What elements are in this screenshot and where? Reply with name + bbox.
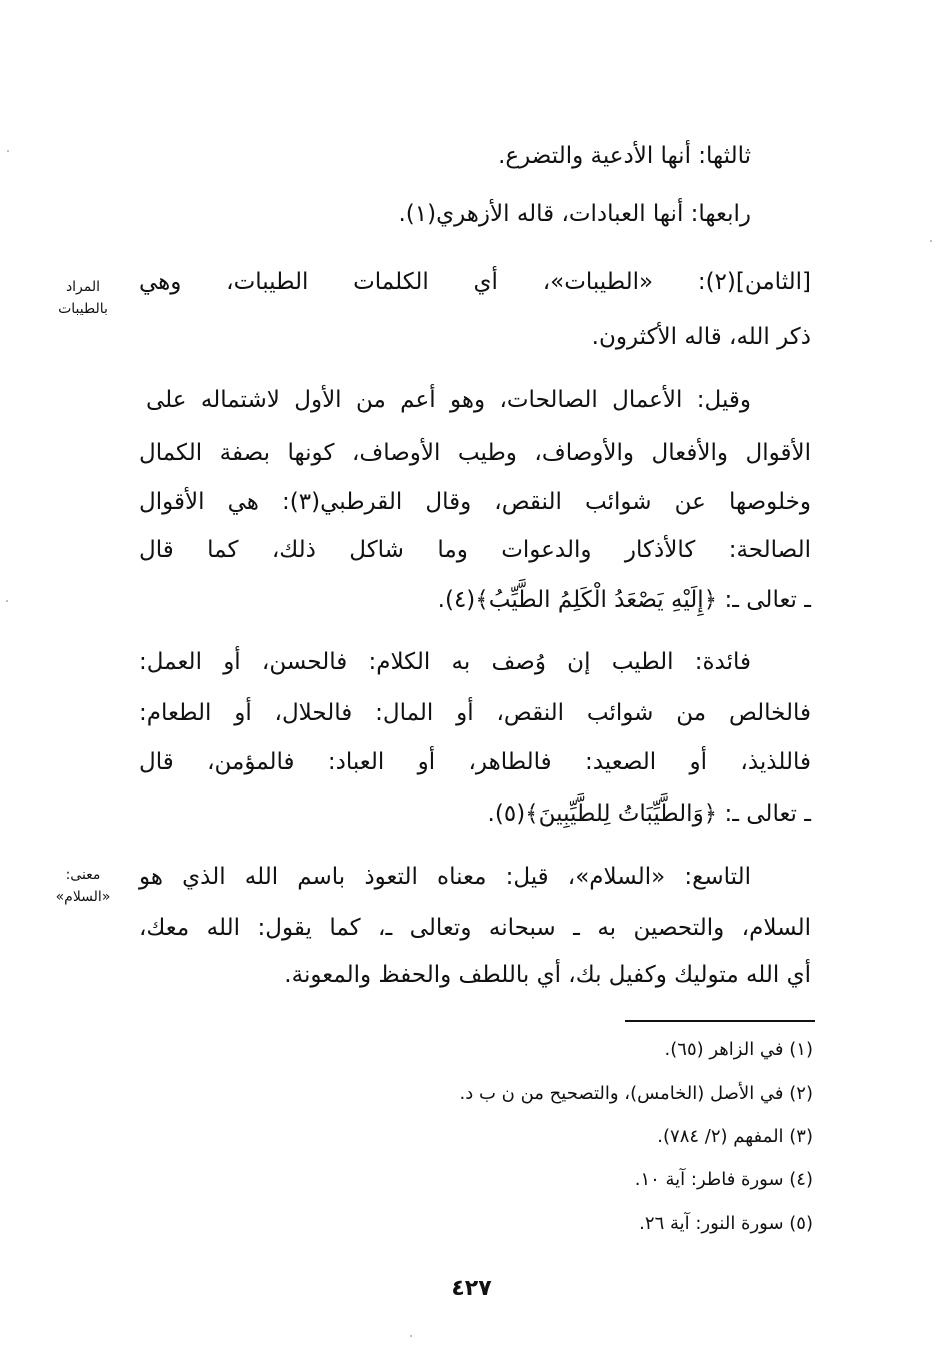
para-qil-line-2: الأقوال والأفعال والأوصاف، وطيب الأوصاف، كونها بصفة الكمال bbox=[139, 440, 811, 466]
para-faida-line-3: فاللذيذ، أو الصعيد: فالطاهر، أو العباد: فالمؤمن، قال bbox=[139, 749, 811, 775]
footnote-2: (٢) في الأصل (الخامس)، والتصحيح من ن ب د. bbox=[459, 1083, 813, 1104]
footnote-1: (١) في الزاهر (٦٥). bbox=[664, 1039, 813, 1060]
line-thalith: ثالثها: أنها الأدعية والتضرع. bbox=[498, 143, 751, 169]
para-qil-line-5: ـ تعالى ـ: ﴿إِلَيْهِ يَصْعَدُ الْكَلِمُ الطَّيِّبُ﴾(٤). bbox=[437, 587, 811, 613]
footnote-5: (٥) سورة النور: آية ٢٦. bbox=[639, 1213, 813, 1234]
para-qil-line-1: وقيل: الأعمال الصالحات، وهو أعم من الأول لاشتماله على bbox=[146, 387, 751, 413]
para-tasi-line-3: أي الله متوليك وكفيل بك، أي باللطف والحفظ والمعونة. bbox=[284, 962, 811, 988]
para-faida-line-2: فالخالص من شوائب النقص، أو المال: فالحلال، أو الطعام: bbox=[139, 700, 811, 726]
margin-note-line: المراد bbox=[65, 279, 101, 295]
para-faida-line-4: ـ تعالى ـ: ﴿وَالطَّيِّبَاتُ لِلطَّيِّبِينَ﴾(٥). bbox=[487, 801, 811, 827]
footnote-3: (٣) المفهم (٢/ ٧٨٤). bbox=[657, 1126, 813, 1147]
scan-speck bbox=[930, 240, 932, 242]
para-thamin-line-2: ذكر الله، قاله الأكثرون. bbox=[591, 324, 811, 350]
para-qil-line-4: الصالحة: كالأذكار والدعوات وما شاكل ذلك، كما قال bbox=[139, 537, 811, 563]
scan-speck bbox=[410, 1335, 412, 1337]
margin-note-line: بالطيبات bbox=[58, 301, 108, 317]
margin-note-line: معنى: bbox=[65, 867, 101, 883]
para-faida-line-1: فائدة: الطيب إن وُصف به الكلام: فالحسن، أو العمل: bbox=[139, 649, 751, 675]
para-thamin-line-1: [الثامن](٢): «الطيبات»، أي الكلمات الطيبات، وهي bbox=[139, 269, 811, 295]
scan-speck bbox=[7, 150, 9, 152]
margin-note-salam bbox=[38, 864, 128, 908]
para-tasi-line-2: السلام، والتحصين به ـ سبحانه وتعالى ـ، كما يقول: الله معك، bbox=[139, 915, 811, 941]
margin-note-line: «السلام» bbox=[55, 889, 111, 905]
footnote-4: (٤) سورة فاطر: آية ١٠. bbox=[634, 1169, 813, 1190]
margin-note-tayyibat bbox=[38, 276, 128, 320]
page-number: ٤٢٧ bbox=[451, 1276, 492, 1301]
para-tasi-line-1: التاسع: «السلام»، قيل: معناه التعوذ باسم الله الذي هو bbox=[139, 864, 751, 890]
para-qil-line-3: وخلوصها عن شوائب النقص، وقال القرطبي(٣): هي الأقوال bbox=[139, 489, 811, 515]
line-rabi: رابعها: أنها العبادات، قاله الأزهري(١). bbox=[398, 201, 751, 227]
footnote-rule bbox=[625, 1020, 815, 1022]
scan-speck bbox=[6, 600, 8, 602]
